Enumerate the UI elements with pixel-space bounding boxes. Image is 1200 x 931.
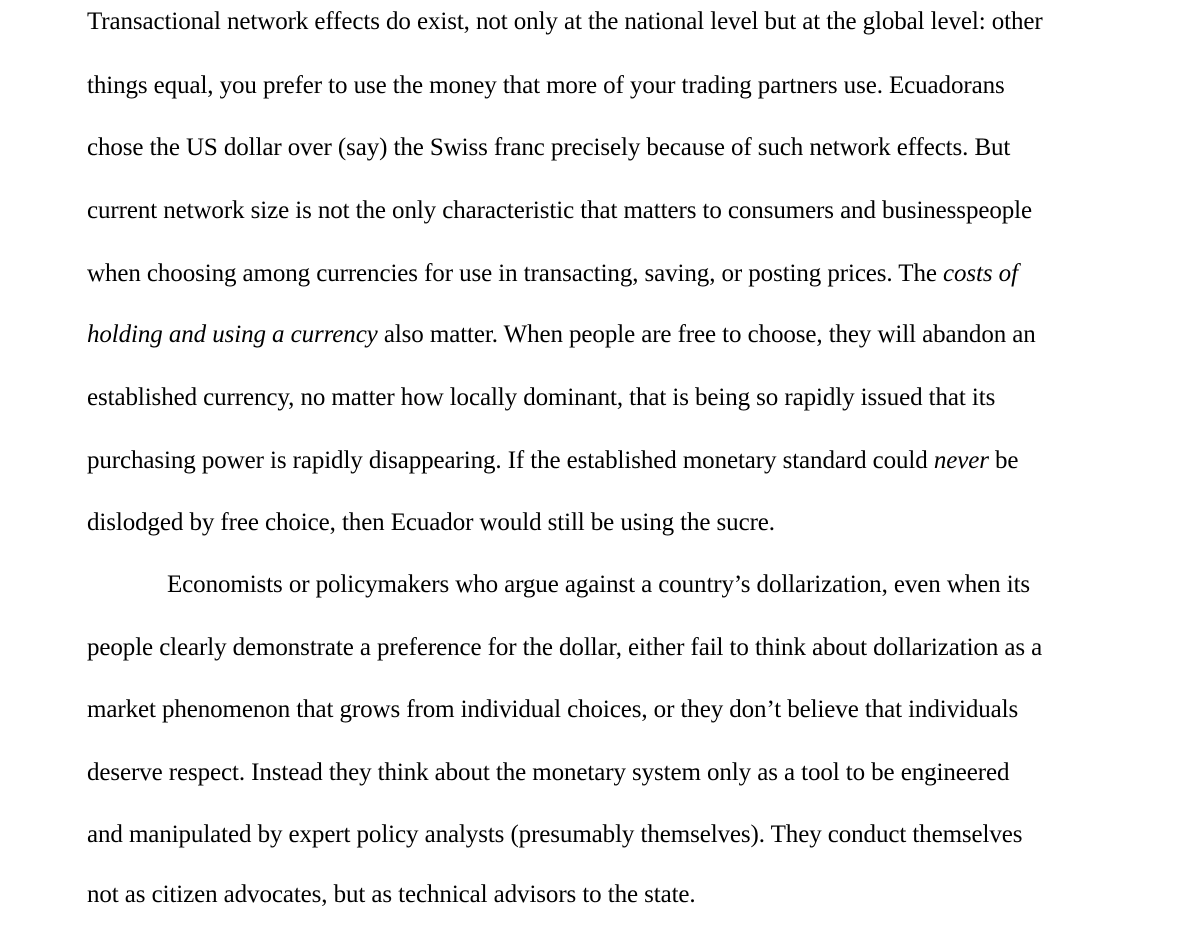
text-segment: be: [988, 447, 1019, 474]
text-segment: Transactional network effects do exist, not only at the national level but at the global level: other: [87, 8, 1043, 35]
paragraph-1-line-7: [87, 383, 1167, 413]
paragraph-2-line-1: [167, 570, 1200, 600]
italic-text-segment: costs of: [943, 260, 1018, 287]
text-segment: Economists or policymakers who argue against a country’s dollarization, even when its: [167, 571, 1031, 598]
text-segment: when choosing among currencies for use in transacting, saving, or posting prices. The: [87, 260, 944, 287]
paragraph-2-line-6: [87, 880, 1167, 910]
text-segment: established currency, no matter how locally dominant, that is being so rapidly issued that its: [87, 384, 996, 411]
paragraph-1-line-3: [87, 133, 1167, 163]
text-segment: current network size is not the only characteristic that matters to consumers and businesspeople: [87, 197, 1032, 224]
text-segment: dislodged by free choice, then Ecuador would still be using the sucre.: [87, 509, 775, 536]
paragraph-1-line-8: [87, 446, 1167, 476]
text-segment: deserve respect. Instead they think about the monetary system only as a tool to be engineered: [87, 759, 1010, 786]
paragraph-2-line-3: [87, 695, 1167, 725]
text-segment: purchasing power is rapidly disappearing. If the established monetary standard could: [87, 447, 934, 474]
paragraph-1-line-9: [87, 508, 1167, 538]
text-segment: market phenomenon that grows from individual choices, or they don’t believe that individuals: [87, 696, 1019, 723]
paragraph-2-line-4: [87, 758, 1167, 788]
paragraph-2-line-5: [87, 820, 1167, 850]
paragraph-1-line-6: [87, 320, 1167, 350]
text-segment: people clearly demonstrate a preference for the dollar, either fail to think about dollarization as a: [87, 634, 1043, 661]
text-segment: also matter. When people are free to choose, they will abandon an: [377, 321, 1036, 348]
paragraph-1-line-2: [87, 71, 1167, 101]
text-segment: not as citizen advocates, but as technical advisors to the state.: [87, 881, 696, 908]
paragraph-2-line-2: [87, 633, 1167, 663]
paragraph-1-line-1: [87, 7, 1167, 37]
text-segment: chose the US dollar over (say) the Swiss franc precisely because of such network effects. But: [87, 134, 1011, 161]
paragraph-1-line-4: [87, 196, 1167, 226]
paragraph-1-line-5: [87, 259, 1167, 289]
text-segment: and manipulated by expert policy analysts (presumably themselves). They conduct themselves: [87, 821, 1023, 848]
italic-text-segment: never: [933, 447, 989, 474]
text-segment: things equal, you prefer to use the money that more of your trading partners use. Ecuadorans: [87, 72, 1005, 99]
italic-text-segment: holding and using a currency: [87, 321, 378, 348]
